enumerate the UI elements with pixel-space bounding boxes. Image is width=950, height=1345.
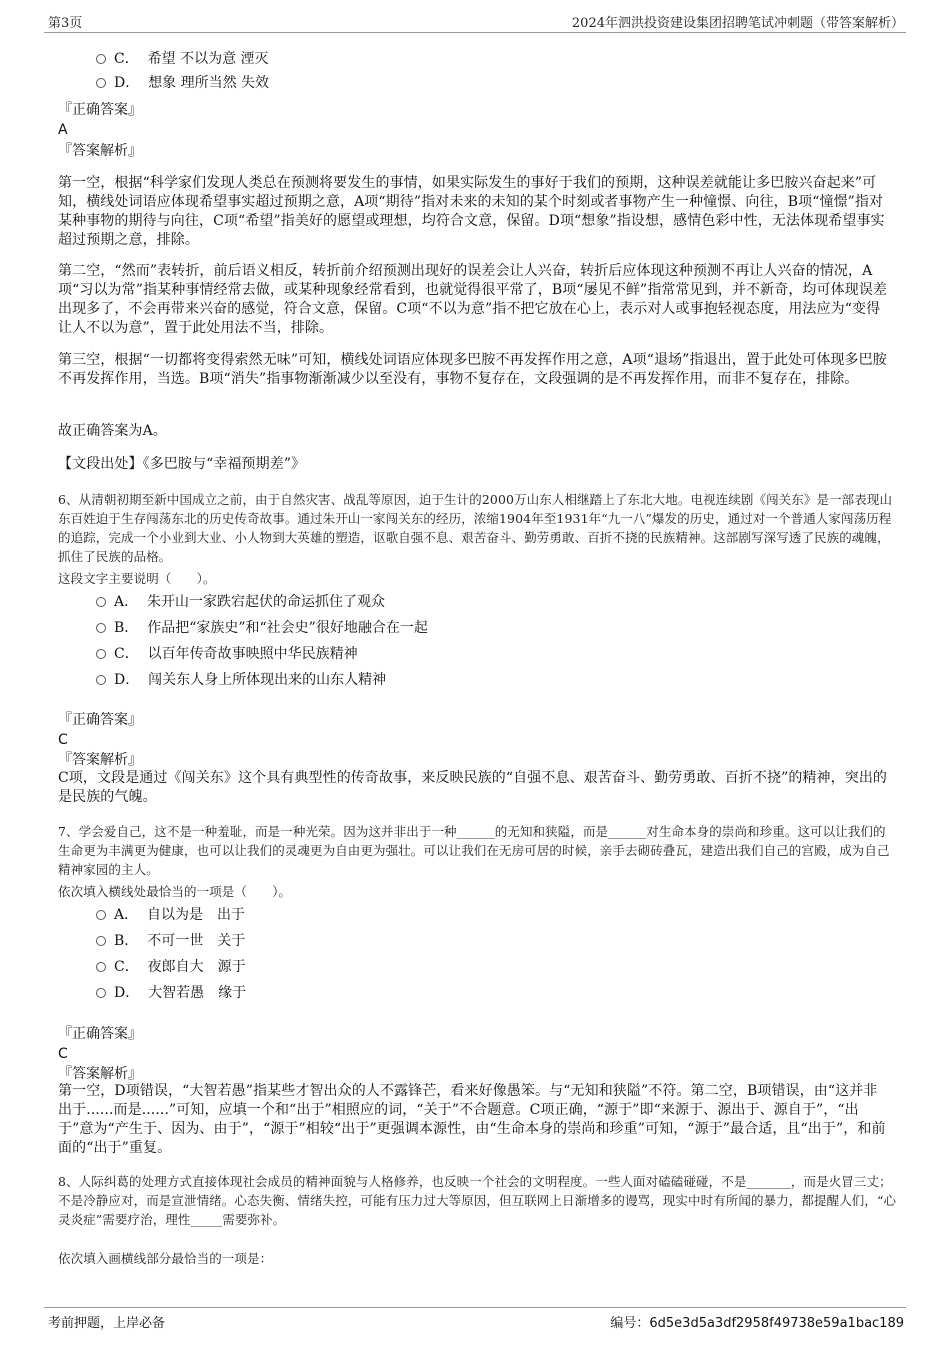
radio-icon[interactable] [96, 988, 106, 998]
radio-icon[interactable] [96, 936, 106, 946]
radio-icon[interactable] [96, 78, 106, 88]
q6-question: 这段文字主要说明（ ）。 [58, 571, 216, 586]
radio-icon[interactable] [96, 962, 106, 972]
q6-answer: C [58, 732, 68, 748]
q5-analysis-conclusion: 故正确答案为A。 [58, 423, 167, 439]
q7-option-a[interactable]: A． 自以为是 出于 [96, 905, 245, 925]
q8-question: 依次填入画横线部分最恰当的一项是： [58, 1251, 273, 1266]
q5-source: 【文段出处】《多巴胺与“幸福预期差”》 [58, 456, 306, 472]
q6-stem: 6、从清朝初期至新中国成立之前，由于自然灾害、战乱等原因，迫于生计的2000万山东人相继踏上了东北大地。电视连续剧《闯关东》是一部表现山东百姓迫于生存闯荡东北的历史传奇故事。通过朱开山一家闯关东的经历，浓缩1904年至1931年“九一八”爆发的历史，通过对一个普通人家闯荡历程的追踪，完成一个小业到大业、小人物到大英雄的塑造，讴歌自强不息、艰苦奋斗、勤劳勇敢、百折不挠的民族精神。这部剧写深写透了民族的魂魄，抓住了民族的品格。 [58, 492, 893, 564]
q7-analysis: 第一空，D项错误，“大智若愚”指某些才智出众的人不露锋芒，看来好像愚笨。与“无知和狭隘”不符。第二空，B项错误，由“这并非出于......而是......”可知，应填一个和“出于”相照应的词，“关于”不合题意。C项正确，“源于”即“来源于、源出于、源自于”，“出于”意为“产生于、因为、由于”，“源于”相较“出于”更强调本源性，由“生命本身的崇尚和珍重”可知，“源于”最合适，且“出于”，和前面的“出于”重复。 [58, 1083, 886, 1156]
radio-icon[interactable] [96, 910, 106, 920]
q6-analysis: C项，文段是通过《闯关东》这个具有典型性的传奇故事，来反映民族的“自强不息、艰苦奋斗、勤劳勇敢、百折不挠”的精神，突出的是民族的气魄。 [58, 770, 888, 805]
radio-icon[interactable] [96, 623, 106, 633]
q7-option-d[interactable]: D． 大智若愚 缘于 [96, 983, 246, 1003]
q7-option-c[interactable]: C． 夜郎自大 源于 [96, 957, 246, 977]
q5-analysis-label: 『答案解析』 [58, 143, 142, 159]
q6-option-b[interactable]: B． 作品把“家族史”和“社会史”很好地融合在一起 [96, 618, 428, 638]
q7-question: 依次填入横线处最恰当的一项是（ ）。 [58, 884, 292, 899]
footer-slogan: 考前押题，上岸必备 [48, 1316, 166, 1331]
radio-icon[interactable] [96, 675, 106, 685]
q5-option-d[interactable]: D． 想象 理所当然 失效 [96, 73, 269, 93]
header-divider [44, 32, 906, 33]
q7-stem: 7、学会爱自己，这不是一种羞耻，而是一种光荣。因为这并非出于一种______的无知和狭隘，而是______对生命本身的崇尚和珍重。这可以让我们的生命更为丰满更为健康，也可以让我们的灵魂更为自由更为强壮。可以让我们在无房可居的时候，亲手去砌砖叠瓦，建造出我们自己的宫殿，成为自己精神家园的主人。 [58, 824, 890, 877]
q5-answer-label: 『正确答案』 [58, 102, 142, 118]
q6-option-c[interactable]: C． 以百年传奇故事映照中华民族精神 [96, 644, 358, 664]
document-title: 2024年泗洪投资建设集团招聘笔试冲刺题（带答案解析） [571, 16, 904, 31]
q5-option-c[interactable]: C． 希望 不以为意 湮灭 [96, 49, 269, 69]
q7-answer-label: 『正确答案』 [58, 1026, 142, 1042]
q7-analysis-label: 『答案解析』 [58, 1066, 142, 1082]
q6-answer-label: 『正确答案』 [58, 712, 142, 728]
q5-answer: A [58, 122, 68, 138]
q8-stem: 8、人际纠葛的处理方式直接体现社会成员的精神面貌与人格修养，也反映一个社会的文明程度。一些人面对磕磕碰碰，不是_______，而是火冒三丈；不是冷静应对，而是宣泄情绪。心态失衡、情绪失控，可能有压力过大等原因，但互联网上日渐增多的谩骂，现实中时有所闻的暴力，都提醒人们，“心灵炎症”需要疗治，理性_____需要弥补。 [58, 1174, 897, 1227]
footer-divider [44, 1307, 906, 1308]
q5-analysis-p3: 第三空，根据“一切都将变得索然无味”可知，横线处词语应体现多巴胺不再发挥作用之意，A项“退场”指退出，置于此处可体现多巴胺不再发挥作用，当选。B项“消失”指事物渐渐减少以至没有，事物不复存在，文段强调的是不再发挥作用，而非不复存在，排除。 [58, 352, 887, 387]
q7-option-b[interactable]: B． 不可一世 关于 [96, 931, 245, 951]
q6-option-a[interactable]: A． 朱开山一家跌宕起伏的命运抓住了观众 [96, 592, 385, 612]
q7-answer: C [58, 1046, 68, 1062]
radio-icon[interactable] [96, 649, 106, 659]
document-code: 编号：6d5e3d5a3df2958f49738e59a1bac189 [610, 1316, 904, 1331]
q5-analysis-p1: 第一空，根据“科学家们发现人类总在预测将要发生的事情，如果实际发生的事好于我们的预期，这种误差就能让多巴胺兴奋起来”可知，横线处词语应体现希望事实超过预期之意，A项“期待”指对未来的未知的某个时刻或者事物产生一种憧憬、向往，B项“憧憬”指对某种事物的期待与向往，C项“希望”指美好的愿望或理想，均符合文意，保留。D项“想象”指设想，感情色彩中性，无法体现希望事实超过预期之意，排除。 [58, 175, 885, 248]
q5-analysis-p2: 第二空，“然而”表转折，前后语义相反，转折前介绍预测出现好的误差会让人兴奋，转折后应体现这种预测不再让人兴奋的情况，A项“习以为常”指某种事情经常去做，或某种现象经常看到，也就觉得很平常了，B项“屡见不鲜”指常常见到，并不新奇，均可体现误差出现多了，不会再带来兴奋的感觉，符合文意，保留。C项“不以为意”指不把它放在心上，表示对人或事抱轻视态度，用法应为“变得让人不以为意”，置于此处用法不当，排除。 [58, 263, 888, 336]
radio-icon[interactable] [96, 54, 106, 64]
q6-option-d[interactable]: D． 闯关东人身上所体现出来的山东人精神 [96, 670, 386, 690]
page-number: 第3页 [48, 16, 83, 31]
q6-analysis-label: 『答案解析』 [58, 752, 142, 768]
radio-icon[interactable] [96, 597, 106, 607]
